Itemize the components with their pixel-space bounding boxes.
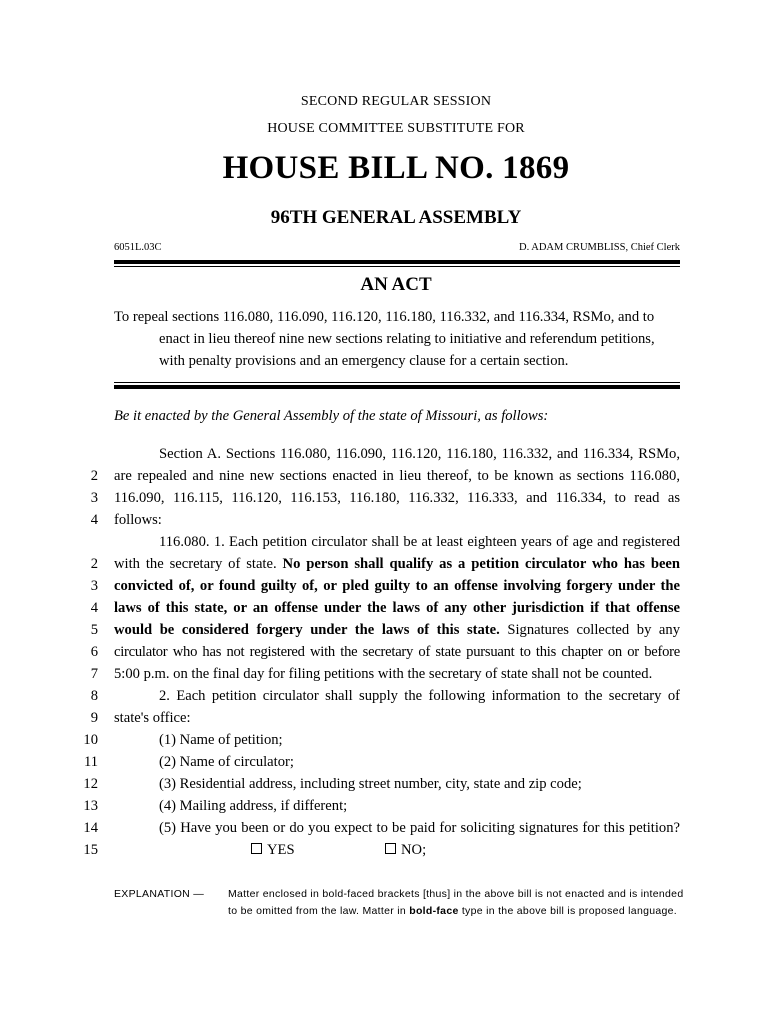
explanation-line [228, 903, 683, 920]
act-title-line: with penalty provisions and an emergency clause for a certain section. [159, 353, 569, 369]
body-line [0, 666, 770, 688]
line-text: (5) Have you been or do you expect to be paid for soliciting signatures for this petition? [159, 820, 680, 836]
body-line [0, 446, 770, 468]
line-text: (4) Mailing address, if different; [159, 798, 348, 814]
body-line [0, 776, 770, 798]
body-line [0, 600, 770, 622]
line-number: 11 [83, 754, 98, 770]
plain-text: Signatures collected by any [507, 622, 681, 638]
yes-label: YES [267, 842, 295, 858]
checkbox-icon[interactable] [251, 843, 262, 854]
line-number: 7 [90, 666, 98, 682]
line-text: state's office: [114, 710, 191, 726]
line-number: 15 [83, 842, 98, 858]
assembly-heading: 96TH GENERAL ASSEMBLY [270, 207, 522, 228]
line-number: 8 [90, 688, 98, 704]
session-heading: SECOND REGULAR SESSION [300, 94, 492, 109]
body-line [0, 468, 770, 490]
chief-clerk: D. ADAM CRUMBLISS, Chief Clerk [518, 242, 680, 253]
body-line [0, 490, 770, 512]
line-number: 9 [90, 710, 98, 726]
line-text: are repealed and nine new sections enacted in lieu thereof, to be known as sections 116.080, [114, 468, 680, 484]
body-line [0, 732, 770, 754]
body-line [0, 556, 770, 578]
line-number: 2 [90, 556, 98, 572]
line-text: follows: [114, 512, 162, 528]
act-heading: AN ACT [360, 274, 432, 295]
body-line [0, 754, 770, 776]
line-text: circulator who has not registered with the secretary of state pursuant to this chapter on or before [114, 644, 680, 660]
line-text: 116.090, 116.115, 116.120, 116.153, 116.180, 116.332, 116.333, and 116.334, to read as [114, 490, 680, 506]
body-line [0, 578, 770, 600]
new-language: would be considered forgery under the laws of this state. [114, 622, 500, 638]
body-line [0, 644, 770, 666]
explanation-line: Matter enclosed in bold-faced brackets [thus] in the above bill is not enacted and is intended [228, 888, 684, 900]
top-divider-thick [114, 260, 680, 264]
explanation-label: EXPLANATION — [114, 888, 205, 900]
doc-code: 6051L.03C [114, 242, 162, 253]
line-text: (3) Residential address, including street number, city, state and zip code; [159, 776, 582, 792]
line-text: 116.080. 1. Each petition circulator shall be at least eighteen years of age and registered [159, 534, 680, 550]
body-line [0, 842, 770, 864]
line-number: 13 [83, 798, 98, 814]
act-title [114, 306, 680, 372]
mid-divider-thin [114, 382, 680, 383]
body-line [0, 798, 770, 820]
line-number: 5 [90, 622, 98, 638]
new-language: convicted of, or found guilty of, or pled guilty to an offense involving forgery under the [114, 578, 680, 594]
body-line [0, 512, 770, 534]
explanation-plain: to be omitted from the law. Matter in [228, 905, 407, 917]
yes-option[interactable] [251, 842, 295, 859]
act-title-line: enact in lieu thereof nine new sections relating to initiative and referendum petitions, [159, 331, 655, 347]
no-option[interactable] [385, 842, 426, 859]
explanation-plain: type in the above bill is proposed language. [461, 905, 678, 917]
mid-divider-thick [114, 385, 680, 389]
line-number: 4 [90, 512, 98, 528]
line-number: 3 [90, 578, 98, 594]
line-text [114, 622, 680, 639]
line-text: Section A. Sections 116.080, 116.090, 116.120, 116.180, 116.332, and 116.334, RSMo, [159, 446, 680, 462]
line-text: 5:00 p.m. on the final day for filing petitions with the secretary of state shall not be counted. [114, 666, 653, 682]
line-number: 2 [90, 468, 98, 484]
act-title-line: To repeal sections 116.080, 116.090, 116.120, 116.180, 116.332, and 116.334, RSMo, and to [114, 309, 655, 325]
line-number: 14 [83, 820, 98, 836]
explanation-text [228, 886, 683, 920]
bill-title: HOUSE BILL NO. 1869 [222, 150, 570, 186]
substitute-heading: HOUSE COMMITTEE SUBSTITUTE FOR [267, 121, 525, 136]
line-number: 3 [90, 490, 98, 506]
line-number: 12 [83, 776, 98, 792]
checkbox-icon[interactable] [385, 843, 396, 854]
line-text: (1) Name of petition; [159, 732, 283, 748]
line-text: 2. Each petition circulator shall supply the following information to the secretary of [159, 688, 680, 704]
body-line [0, 710, 770, 732]
body-line [0, 820, 770, 842]
explanation-bold: bold-face [409, 905, 459, 917]
body-line [0, 534, 770, 556]
line-text: (2) Name of circulator; [159, 754, 294, 770]
line-number: 10 [83, 732, 98, 748]
top-divider-thin [114, 266, 680, 267]
new-language: laws of this state, or an offense under the laws of any other jurisdiction if that offense [114, 600, 680, 616]
enacting-clause: Be it enacted by the General Assembly of the state of Missouri, as follows: [114, 408, 549, 424]
no-label: NO; [401, 842, 427, 858]
body-line [0, 688, 770, 710]
new-language: No person shall qualify as a petition circulator who has been [282, 556, 681, 572]
plain-text: with the secretary of state. [114, 556, 277, 572]
line-number: 6 [90, 644, 98, 660]
line-number: 4 [90, 600, 98, 616]
body-line [0, 622, 770, 644]
line-text [114, 556, 680, 573]
